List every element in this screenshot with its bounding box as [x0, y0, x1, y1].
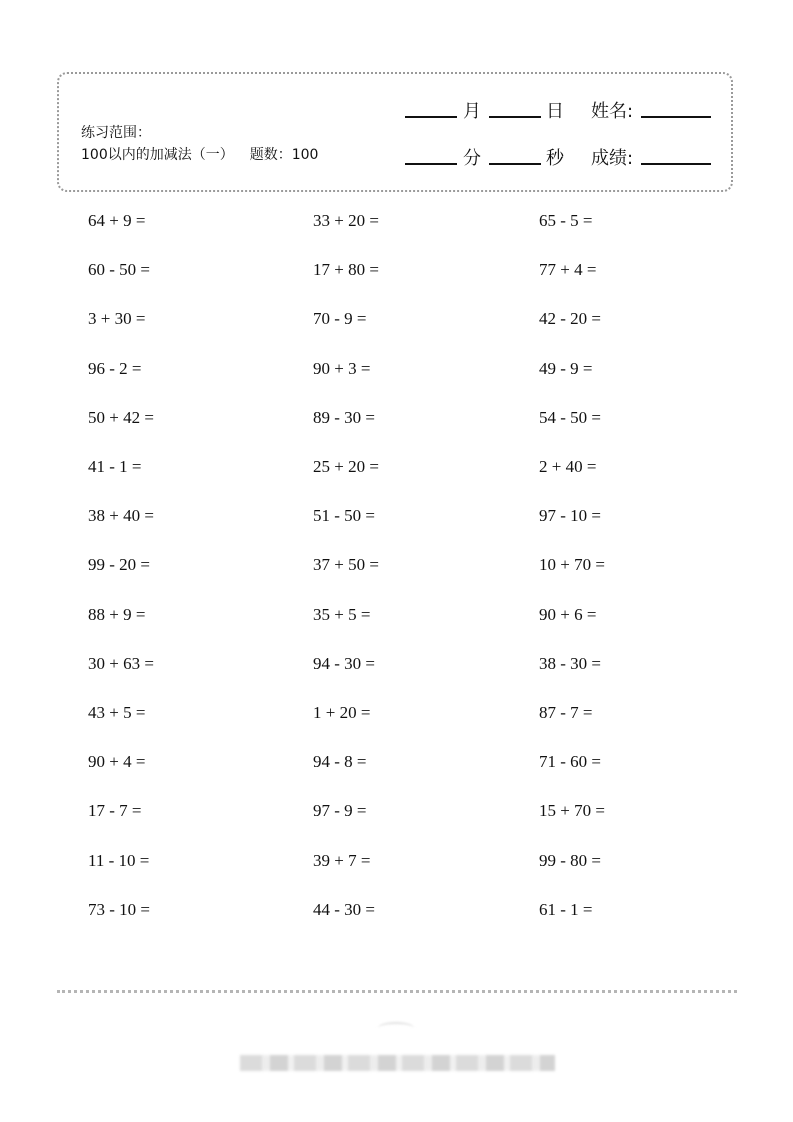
problem-item: 41 - 1 = [88, 457, 142, 476]
problem-item: 44 - 30 = [313, 900, 375, 919]
problem-item: 70 - 9 = [313, 309, 367, 328]
month-label: 月 [463, 101, 481, 122]
footer-logo-mark [378, 1022, 414, 1034]
problem-item: 11 - 10 = [88, 851, 150, 870]
problem-item: 97 - 10 = [539, 506, 601, 525]
score-blank[interactable] [641, 163, 711, 165]
problem-item: 97 - 9 = [313, 801, 367, 820]
problem-item: 35 + 5 = [313, 605, 371, 624]
problem-item: 17 - 7 = [88, 801, 142, 820]
problem-item: 54 - 50 = [539, 408, 601, 427]
problem-item: 60 - 50 = [88, 260, 150, 279]
score-label: 成绩: [591, 148, 634, 169]
name-label: 姓名: [591, 101, 634, 122]
problem-item: 15 + 70 = [539, 801, 605, 820]
problem-item: 3 + 30 = [88, 309, 146, 328]
footer-watermark [240, 1055, 555, 1071]
problem-item: 2 + 40 = [539, 457, 597, 476]
second-blank[interactable] [489, 163, 541, 165]
problem-item: 90 + 6 = [539, 605, 597, 624]
second-label: 秒 [546, 148, 564, 169]
problem-item: 43 + 5 = [88, 703, 146, 722]
problem-item: 90 + 4 = [88, 752, 146, 771]
practice-range-value [81, 144, 318, 164]
problem-item: 71 - 60 = [539, 752, 601, 771]
name-blank[interactable] [641, 116, 711, 118]
problem-item: 37 + 50 = [313, 555, 379, 574]
problem-item: 87 - 7 = [539, 703, 593, 722]
problem-item: 10 + 70 = [539, 555, 605, 574]
month-blank[interactable] [405, 116, 457, 118]
problem-item: 99 - 80 = [539, 851, 601, 870]
problem-item: 88 + 9 = [88, 605, 146, 624]
problem-item: 90 + 3 = [313, 359, 371, 378]
problem-item: 99 - 20 = [88, 555, 150, 574]
problem-item: 25 + 20 = [313, 457, 379, 476]
problem-item: 42 - 20 = [539, 309, 601, 328]
practice-range-label: 练习范围： [81, 125, 151, 141]
problem-item: 30 + 63 = [88, 654, 154, 673]
problem-item: 38 + 40 = [88, 506, 154, 525]
day-blank[interactable] [489, 116, 541, 118]
minute-label: 分 [463, 148, 481, 169]
problem-item: 64 + 9 = [88, 211, 146, 230]
problem-item: 51 - 50 = [313, 506, 375, 525]
problem-item: 33 + 20 = [313, 211, 379, 230]
problem-item: 94 - 30 = [313, 654, 375, 673]
problem-item: 17 + 80 = [313, 260, 379, 279]
problem-item: 50 + 42 = [88, 408, 154, 427]
worksheet-header [57, 72, 733, 192]
problem-item: 94 - 8 = [313, 752, 367, 771]
problem-item: 77 + 4 = [539, 260, 597, 279]
day-label: 日 [546, 101, 564, 122]
problem-item: 1 + 20 = [313, 703, 371, 722]
problem-item: 39 + 7 = [313, 851, 371, 870]
problem-item: 65 - 5 = [539, 211, 593, 230]
practice-range-text: 100以内的加减法（一） [81, 147, 234, 163]
minute-blank[interactable] [405, 163, 457, 165]
problem-item: 89 - 30 = [313, 408, 375, 427]
problem-item: 38 - 30 = [539, 654, 601, 673]
problem-item: 96 - 2 = [88, 359, 142, 378]
problem-item: 49 - 9 = [539, 359, 593, 378]
question-count: 题数：100 [249, 147, 319, 163]
problem-item: 73 - 10 = [88, 900, 150, 919]
footer-divider [57, 990, 737, 993]
problem-item: 61 - 1 = [539, 900, 593, 919]
